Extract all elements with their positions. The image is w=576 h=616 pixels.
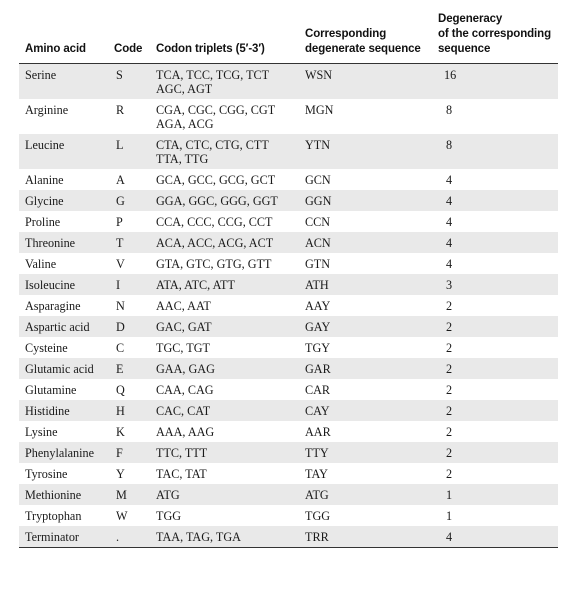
cell-degenerate-sequence: ACN <box>299 232 432 253</box>
codon-line-2: AGC, AGT <box>156 82 213 96</box>
cell-degeneracy <box>432 379 558 400</box>
cell-code: N <box>116 299 125 313</box>
cell-degeneracy <box>432 134 558 169</box>
cell-amino-acid: Alanine <box>25 173 64 187</box>
codon-line-1: ATG <box>156 488 180 502</box>
cell-code: L <box>108 134 150 169</box>
table-row <box>19 526 558 548</box>
cell-code: K <box>116 425 125 439</box>
cell-degeneracy <box>432 253 558 274</box>
codon-line-1: CGA, CGC, CGG, CGT <box>156 103 276 117</box>
header-code: Code <box>114 43 143 55</box>
cell-code: Q <box>116 383 125 397</box>
degeneracy-value: 16 <box>444 68 457 82</box>
degeneracy-value: 4 <box>445 194 453 208</box>
cell-degenerate-sequence: WSN <box>299 64 432 100</box>
header-degeneracy <box>432 12 558 64</box>
degeneracy-value: 2 <box>445 404 453 418</box>
codon-line-1: TAA, TAG, TGA <box>156 530 241 544</box>
header-degen-line2: of the corresponding <box>438 28 552 40</box>
degeneracy-value: 2 <box>445 320 453 334</box>
cell-degenerate-sequence: TRR <box>299 526 432 548</box>
cell-degeneracy <box>432 442 558 463</box>
cell-amino-acid: Threonine <box>19 232 108 253</box>
table-row <box>19 442 558 463</box>
cell-codon-triplets <box>150 463 299 484</box>
degeneracy-value: 2 <box>445 425 453 439</box>
table-row <box>19 211 558 232</box>
cell-degeneracy <box>432 232 558 253</box>
table-row <box>19 99 558 134</box>
cell-code: G <box>108 190 150 211</box>
table-row <box>19 358 558 379</box>
cell-codon-triplets <box>150 295 299 316</box>
degeneracy-value: 4 <box>445 236 453 250</box>
cell-amino-acid: Cysteine <box>25 341 68 355</box>
degeneracy-value: 1 <box>445 488 453 502</box>
cell-amino-acid: Histidine <box>19 400 108 421</box>
table-row <box>19 421 558 442</box>
header-degseq-line2: degenerate sequence <box>305 43 421 55</box>
cell-codon-triplets <box>150 253 299 274</box>
cell-degenerate-sequence: TTY <box>299 442 432 463</box>
cell-codon-triplets <box>150 134 299 169</box>
cell-degeneracy <box>432 484 558 505</box>
degeneracy-value: 4 <box>445 215 453 229</box>
codon-line-2: AGA, ACG <box>156 117 214 131</box>
table-row <box>19 169 558 190</box>
cell-degeneracy <box>432 400 558 421</box>
cell-degenerate-sequence: YTN <box>299 134 432 169</box>
cell-degeneracy <box>432 337 558 358</box>
codon-line-1: ACA, ACC, ACG, ACT <box>156 236 274 250</box>
cell-code: Y <box>116 467 125 481</box>
cell-degenerate-sequence: GAR <box>299 358 432 379</box>
table-row <box>19 274 558 295</box>
cell-code: V <box>116 257 125 271</box>
codon-line-1: TGC, TGT <box>156 341 210 355</box>
table-row <box>19 64 558 100</box>
cell-code: F <box>108 442 150 463</box>
table-row <box>19 253 558 274</box>
cell-degenerate-sequence: GGN <box>299 190 432 211</box>
cell-amino-acid: Leucine <box>19 134 108 169</box>
header-codon-triplets: Codon triplets (5′-3′) <box>156 43 265 55</box>
table-row <box>19 232 558 253</box>
degeneracy-value: 2 <box>445 383 453 397</box>
cell-degenerate-sequence: AAY <box>305 299 331 313</box>
degeneracy-value: 8 <box>445 103 453 117</box>
table-row <box>19 190 558 211</box>
cell-codon-triplets <box>150 64 299 100</box>
table-row <box>19 463 558 484</box>
cell-codon-triplets <box>150 190 299 211</box>
codon-line-1: GTA, GTC, GTG, GTT <box>156 257 272 271</box>
cell-code: S <box>108 64 150 100</box>
cell-code: D <box>108 316 150 337</box>
codon-line-1: TAC, TAT <box>156 467 207 481</box>
cell-codon-triplets <box>150 442 299 463</box>
cell-degeneracy <box>432 463 558 484</box>
cell-codon-triplets <box>150 169 299 190</box>
degeneracy-value: 4 <box>445 257 453 271</box>
cell-code: E <box>108 358 150 379</box>
codon-line-1: TTC, TTT <box>156 446 208 460</box>
table-row <box>19 134 558 169</box>
cell-codon-triplets <box>150 484 299 505</box>
cell-amino-acid: Glutamine <box>25 383 77 397</box>
cell-degenerate-sequence: TGG <box>305 509 331 523</box>
cell-amino-acid: Arginine <box>25 103 69 117</box>
cell-degenerate-sequence: GTN <box>305 257 331 271</box>
table-row <box>19 316 558 337</box>
cell-codon-triplets <box>150 505 299 526</box>
header-degenerate-sequence <box>299 12 432 64</box>
codon-line-1: CCA, CCC, CCG, CCT <box>156 215 273 229</box>
cell-degeneracy <box>432 64 558 100</box>
cell-degeneracy <box>432 316 558 337</box>
codon-line-1: GAC, GAT <box>156 320 212 334</box>
cell-amino-acid: Tyrosine <box>25 467 68 481</box>
table-row <box>19 379 558 400</box>
cell-amino-acid: Aspartic acid <box>19 316 108 337</box>
cell-amino-acid: Phenylalanine <box>19 442 108 463</box>
cell-code: A <box>116 173 125 187</box>
cell-code: I <box>108 274 150 295</box>
degeneracy-value: 2 <box>445 467 453 481</box>
degeneracy-value: 3 <box>445 278 453 292</box>
cell-amino-acid: Glycine <box>19 190 108 211</box>
cell-amino-acid: Tryptophan <box>25 509 82 523</box>
cell-code: H <box>108 400 150 421</box>
cell-codon-triplets <box>150 99 299 134</box>
codon-line-1: CTA, CTC, CTG, CTT <box>156 138 269 152</box>
degeneracy-value: 2 <box>445 362 453 376</box>
cell-degeneracy <box>432 211 558 232</box>
cell-code: C <box>116 341 125 355</box>
header-degen-line1: Degeneracy <box>438 13 503 25</box>
cell-degeneracy <box>432 358 558 379</box>
cell-codon-triplets <box>150 379 299 400</box>
codon-line-1: AAC, AAT <box>156 299 211 313</box>
cell-amino-acid: Valine <box>25 257 57 271</box>
cell-degeneracy <box>432 99 558 134</box>
cell-code: W <box>116 509 128 523</box>
table-row <box>19 337 558 358</box>
degeneracy-value: 8 <box>445 138 453 152</box>
cell-degeneracy <box>432 526 558 548</box>
cell-degenerate-sequence: TGY <box>305 341 331 355</box>
cell-degenerate-sequence: ATH <box>299 274 432 295</box>
header-row <box>19 12 558 64</box>
cell-code: T <box>108 232 150 253</box>
cell-amino-acid: Glutamic acid <box>19 358 108 379</box>
cell-degeneracy <box>432 421 558 442</box>
codon-line-2: TTA, TTG <box>156 152 209 166</box>
cell-degeneracy <box>432 274 558 295</box>
degeneracy-value: 2 <box>445 299 453 313</box>
cell-amino-acid: Serine <box>19 64 108 100</box>
cell-amino-acid: Lysine <box>25 425 58 439</box>
cell-codon-triplets <box>150 274 299 295</box>
cell-code: M <box>108 484 150 505</box>
cell-degenerate-sequence: AAR <box>305 425 331 439</box>
cell-degenerate-sequence: TAY <box>305 467 328 481</box>
codon-line-1: GGA, GGC, GGG, GGT <box>156 194 278 208</box>
header-degen-line3: sequence <box>438 43 491 55</box>
cell-amino-acid: Methionine <box>19 484 108 505</box>
cell-code: . <box>108 526 150 548</box>
cell-degeneracy <box>432 169 558 190</box>
cell-codon-triplets <box>150 526 299 548</box>
table-row <box>19 295 558 316</box>
degeneracy-value: 4 <box>445 530 453 544</box>
cell-amino-acid: Isoleucine <box>19 274 108 295</box>
degeneracy-value: 1 <box>445 509 453 523</box>
table-body <box>19 64 558 548</box>
codon-line-1: TGG <box>156 509 182 523</box>
cell-degenerate-sequence: ATG <box>299 484 432 505</box>
codon-degeneracy-table-container <box>19 12 558 548</box>
cell-degenerate-sequence: CAY <box>299 400 432 421</box>
codon-line-1: GCA, GCC, GCG, GCT <box>156 173 276 187</box>
codon-degeneracy-table <box>19 12 558 548</box>
header-degseq-line1: Corresponding <box>305 28 387 40</box>
table-row <box>19 484 558 505</box>
cell-codon-triplets <box>150 358 299 379</box>
table-header <box>19 12 558 64</box>
cell-codon-triplets <box>150 421 299 442</box>
cell-codon-triplets <box>150 211 299 232</box>
table-row <box>19 505 558 526</box>
codon-line-1: GAA, GAG <box>156 362 215 376</box>
cell-code: P <box>116 215 123 229</box>
degeneracy-value: 2 <box>445 341 453 355</box>
cell-degenerate-sequence: CAR <box>305 383 331 397</box>
cell-degeneracy <box>432 295 558 316</box>
cell-degenerate-sequence: CCN <box>305 215 331 229</box>
codon-line-1: TCA, TCC, TCG, TCT <box>156 68 270 82</box>
degeneracy-value: 2 <box>445 446 453 460</box>
cell-amino-acid: Asparagine <box>25 299 81 313</box>
cell-amino-acid: Terminator <box>19 526 108 548</box>
cell-degenerate-sequence: MGN <box>305 103 334 117</box>
codon-line-1: ATA, ATC, ATT <box>156 278 235 292</box>
cell-degenerate-sequence: GAY <box>299 316 432 337</box>
table-row <box>19 400 558 421</box>
codon-line-1: CAA, CAG <box>156 383 214 397</box>
cell-amino-acid: Proline <box>25 215 61 229</box>
cell-degeneracy <box>432 505 558 526</box>
cell-degenerate-sequence: GCN <box>305 173 331 187</box>
codon-line-1: CAC, CAT <box>156 404 211 418</box>
header-amino-acid: Amino acid <box>25 43 86 55</box>
degeneracy-value: 4 <box>445 173 453 187</box>
cell-codon-triplets <box>150 232 299 253</box>
cell-degeneracy <box>432 190 558 211</box>
codon-line-1: AAA, AAG <box>156 425 215 439</box>
cell-codon-triplets <box>150 316 299 337</box>
cell-codon-triplets <box>150 337 299 358</box>
cell-codon-triplets <box>150 400 299 421</box>
cell-code: R <box>116 103 125 117</box>
